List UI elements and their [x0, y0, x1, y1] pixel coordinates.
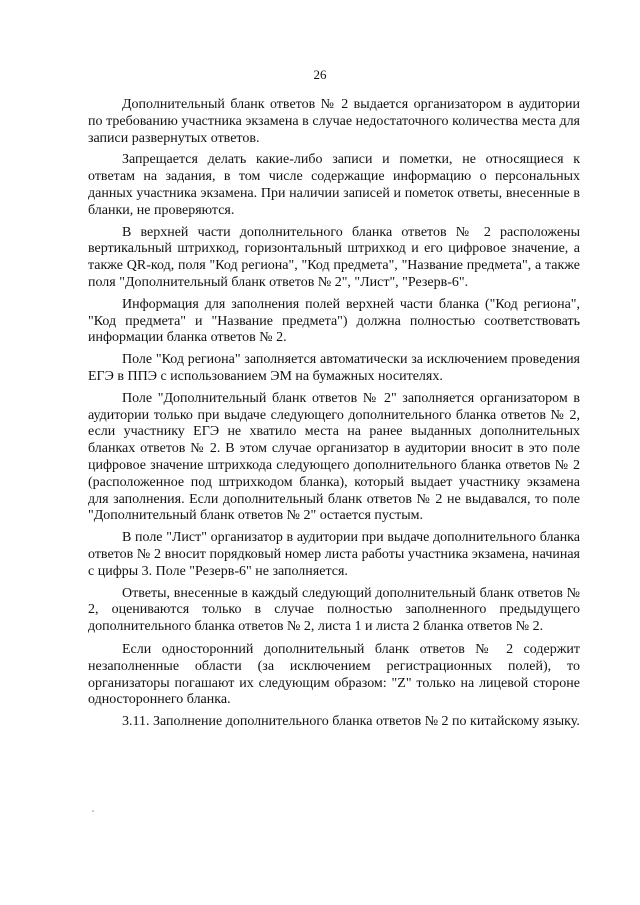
paragraph-prohibited-marks: Запрещается делать какие-либо записи и пометки, не относящиеся к ответам на задания, в том числе содержащие информацию о персональных данных участника экзамена. При наличии записей и пометок ответы, внесенные в бланки, не проверяются. — [88, 152, 580, 218]
paragraph-answers-evaluation: Ответы, внесенные в каждый следующий дополнительный бланк ответов № 2, оцениваются только в случае полностью заполненного предыдущего дополнительного бланка ответов № 2, листа 1 и листа 2 бланка ответов № 2. — [88, 585, 580, 635]
paragraph-extra-sheet-field: Поле "Дополнительный бланк ответов № 2" заполняется организатором в аудитории только при выдаче следующего дополнительного бланка ответов № 2, если участнику ЕГЭ не хватило места на ранее выданных дополнительных бланках ответов № 2. В этом случае организатор в аудитории вносит в это поле цифровое значение штрихкода следующего дополнительного бланка ответов № 2 (расположенное под штрихкодом бланка), который выдает участнику экзамена для заполнения. Если дополнительный бланк ответов № 2 не выдавался, то поле "Дополнительный бланк ответов № 2" остается пустым. — [88, 390, 580, 524]
scan-artifact-dot — [92, 810, 94, 812]
section-heading-3-11: 3.11. Заполнение дополнительного бланка ответов № 2 по китайскому языку. — [122, 714, 580, 730]
paragraph-sheet-field: В поле "Лист" организатор в аудитории при выдаче дополнительного бланка ответов № 2 вносит порядковый номер листа работы участника экзамена, начиная с цифры 3. Поле "Резерв-6" не заполняется. — [88, 530, 580, 579]
paragraph-region-code-field: Поле "Код региона" заполняется автоматически за исключением проведения ЕГЭ в ППЭ с использованием ЭМ на бумажных носителях. — [88, 352, 580, 384]
paragraph-single-sided-sheet: Если односторонний дополнительный бланк ответов № 2 содержит незаполненные области (за исключением регистрационных полей), то организаторы погашают их следующим образом: "Z" только на лицевой стороне одностороннего бланка. — [88, 641, 580, 708]
paragraph-top-section-fields: В верхней части дополнительного бланка ответов № 2 расположены вертикальный штрихкод, горизонтальный штрихкод и его цифровое значение, а также QR-код, поля "Код региона", "Код предмета", "Название предмета", а также поля "Дополнительный бланк ответов № 2", "Лист", "Резерв-6". — [88, 224, 580, 290]
page-number: 26 — [313, 67, 327, 82]
paragraph-extra-answer-sheet-issue: Дополнительный бланк ответов № 2 выдается организатором в аудитории по требованию участника экзамена в случае недостаточного количества места для записи развернутых ответов. — [88, 97, 580, 146]
document-body — [88, 97, 580, 736]
paragraph-top-fields-info: Информация для заполнения полей верхней части бланка ("Код региона", "Код предмета" и "Название предмета") должна полностью соответствовать информации бланка ответов № 2. — [88, 296, 580, 346]
